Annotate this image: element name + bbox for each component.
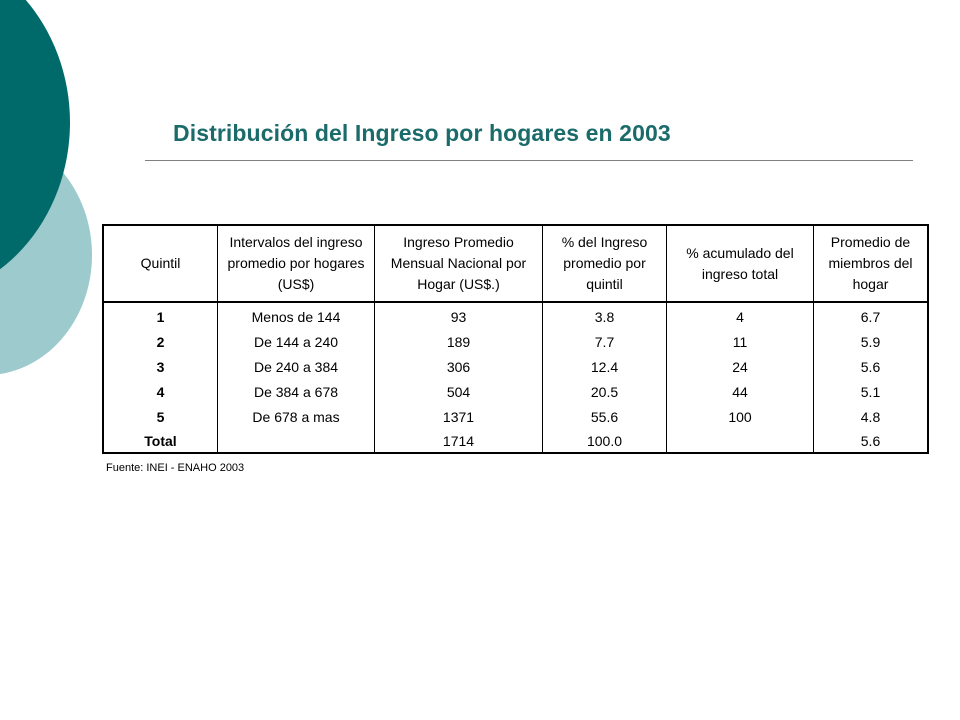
income-distribution-table	[102, 224, 929, 454]
cell-intervalo	[218, 429, 374, 453]
cell-intervalo: De 678 a mas	[252, 409, 340, 425]
cell-porcentaje: 20.5	[590, 384, 619, 400]
table-row	[104, 355, 927, 379]
cell-porcentaje: 7.7	[594, 334, 615, 350]
cell-intervalo: De 240 a 384	[253, 359, 339, 375]
cell-ingreso: 189	[446, 334, 471, 350]
cell-quintil: Total	[144, 433, 177, 449]
table-row-total	[104, 429, 927, 453]
cell-acumulado	[667, 429, 813, 453]
cell-miembros: 5.6	[860, 433, 881, 449]
cell-ingreso: 1371	[442, 409, 475, 425]
cell-ingreso: 504	[446, 384, 471, 400]
cell-acumulado: 4	[736, 309, 744, 325]
source-note: Fuente: INEI - ENAHO 2003	[106, 462, 245, 474]
cell-porcentaje: 100.0	[586, 433, 623, 449]
header-ingreso-promedio: Ingreso Promedio Mensual Nacional por Hogar (US$.)	[390, 234, 527, 292]
cell-acumulado: 100	[728, 409, 752, 425]
table-row	[104, 330, 927, 354]
cell-quintil: 3	[156, 359, 165, 375]
slide-title: Distribución del Ingreso por hogares en 2003	[173, 120, 671, 146]
cell-acumulado: 44	[732, 384, 748, 400]
header-divider	[104, 301, 927, 303]
table-row	[104, 405, 927, 429]
title-divider	[145, 160, 913, 161]
header-porcentaje-ingreso: % del Ingreso promedio por quintil	[561, 234, 648, 292]
table-row	[104, 380, 927, 404]
cell-porcentaje: 3.8	[594, 309, 615, 325]
cell-miembros: 6.7	[860, 309, 881, 325]
cell-intervalo: Menos de 144	[251, 309, 341, 325]
cell-miembros: 4.8	[860, 409, 881, 425]
cell-ingreso: 306	[446, 359, 471, 375]
cell-porcentaje: 55.6	[590, 409, 619, 425]
cell-quintil: 2	[156, 334, 165, 350]
cell-miembros: 5.1	[860, 384, 881, 400]
header-quintil: Quintil	[140, 255, 181, 271]
cell-quintil: 5	[156, 409, 165, 425]
cell-miembros: 5.9	[860, 334, 881, 350]
table-row	[104, 305, 927, 329]
cell-acumulado: 11	[732, 334, 748, 350]
cell-intervalo: De 384 a 678	[253, 384, 339, 400]
cell-acumulado: 24	[732, 359, 748, 375]
header-intervalos: Intervalos del ingreso promedio por hogares (US$)	[227, 234, 365, 292]
header-porcentaje-acumulado: % acumulado del ingreso total	[686, 244, 794, 282]
cell-intervalo: De 144 a 240	[253, 334, 339, 350]
cell-quintil: 1	[156, 309, 165, 325]
cell-miembros: 5.6	[860, 359, 881, 375]
cell-quintil: 4	[156, 384, 165, 400]
cell-porcentaje: 12.4	[590, 359, 619, 375]
header-miembros-hogar: Promedio de miembros del hogar	[828, 234, 913, 292]
cell-ingreso: 1714	[442, 433, 475, 449]
cell-ingreso: 93	[450, 309, 467, 325]
